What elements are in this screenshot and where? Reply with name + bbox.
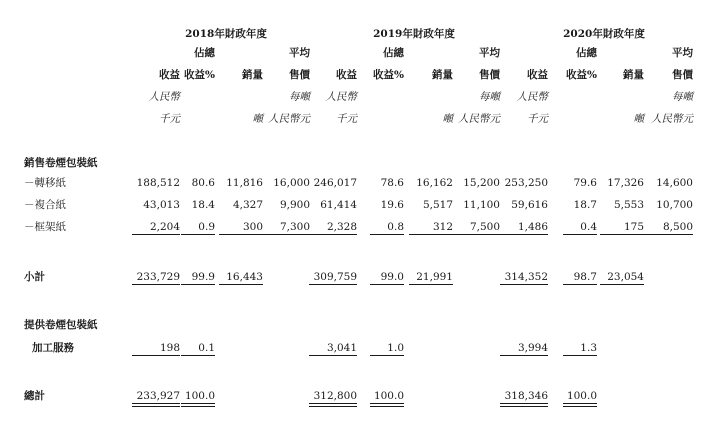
header-2019-volume-line3: 噸 [442,113,453,125]
cell-composite-paper-2020-price: 10,700 [656,199,693,211]
cell-subtotal-2020-revenue: 314,352 [504,271,548,283]
cell-subtotal-underline [181,284,215,285]
cell-service-underline [132,355,180,356]
header-2019-price-line3: 人民幣元 [458,113,500,125]
header-2018-price-line3: 人民幣元 [268,113,310,125]
cell-transfer-paper-2018-volume: 11,816 [226,177,263,189]
header-2018-revenue-line1: 收益 [159,69,180,81]
header-2020-share-line0: 佔總 [576,47,597,59]
cell-subtotal-2019-share: 99.0 [380,271,404,283]
cell-frame-paper-2020-share: 0.4 [580,221,597,233]
row-label-composite-paper: －複合紙 [24,199,66,211]
cell-frame-paper-underline [563,234,597,235]
cell-subtotal-underline [132,284,180,285]
header-2018-price-line1: 售價 [289,69,310,81]
header-2019-volume-line1: 銷量 [432,69,453,81]
cell-transfer-paper-2018-share: 80.6 [191,177,215,189]
header-2020-revenue-line1: 收益 [527,69,548,81]
cell-frame-paper-underline [181,234,215,235]
cell-transfer-paper-2019-price: 15,200 [463,177,500,189]
cell-transfer-paper-2020-price: 14,600 [656,177,693,189]
cell-subtotal-underline [309,284,357,285]
cell-frame-paper-underline [370,234,404,235]
cell-frame-paper-underline [409,234,453,235]
header-2020-share-line1: 收益% [566,69,597,81]
cell-composite-paper-2018-revenue: 43,013 [143,199,180,211]
cell-total-underline [563,403,597,407]
cell-transfer-paper-2020-share: 79.6 [573,177,597,189]
cell-frame-paper-underline [219,234,263,235]
cell-total-2019-share: 100.0 [373,390,404,402]
header-2018-price-line2: 每噸 [289,91,310,103]
cell-total-2018-share: 100.0 [184,390,215,402]
cell-service-2020-revenue: 3,994 [517,342,548,354]
cell-transfer-paper-2018-revenue: 188,512 [136,177,180,189]
header-2019-price-line1: 售價 [479,69,500,81]
cell-subtotal-2018-share: 99.9 [191,271,215,283]
year-header-2018: 2018年財政年度 [185,28,267,40]
cell-transfer-paper-2019-share: 78.6 [380,177,404,189]
cell-subtotal-2018-volume: 16,443 [226,271,263,283]
cell-frame-paper-2018-revenue: 2,204 [149,221,180,233]
cell-frame-paper-2019-share: 0.8 [387,221,404,233]
header-2020-price-line0: 平均 [672,47,693,59]
header-2018-revenue-line3: 千元 [159,113,180,125]
cell-subtotal-underline [409,284,453,285]
cell-subtotal-2019-revenue: 309,759 [313,271,357,283]
service-row-label: 加工服務 [32,342,74,354]
header-2018-revenue-line2: 人民幣 [148,91,180,103]
cell-frame-paper-underline [500,234,548,235]
cell-subtotal-2019-volume: 21,991 [416,271,453,283]
cell-composite-paper-2019-price: 11,100 [463,199,500,211]
cell-frame-paper-2020-revenue: 1,486 [517,221,548,233]
sales-section-title: 銷售卷煙包裝紙 [24,157,98,169]
cell-subtotal-underline [500,284,548,285]
cell-subtotal-2018-revenue: 233,729 [136,271,180,283]
cell-subtotal-underline [219,284,263,285]
cell-frame-paper-underline [260,234,310,235]
cell-composite-paper-2020-share: 18.7 [573,199,597,211]
header-2020-volume-line3: 噸 [633,113,644,125]
cell-subtotal-underline [370,284,404,285]
cell-service-2019-share: 1.0 [387,342,404,354]
cell-frame-paper-2018-share: 0.9 [198,221,215,233]
cell-composite-paper-2020-revenue: 59,616 [511,199,548,211]
cell-service-underline [309,355,357,356]
row-label-transfer-paper: －轉移紙 [24,177,66,189]
cell-total-underline [132,403,180,407]
cell-frame-paper-2019-volume: 312 [432,221,453,233]
cell-frame-paper-2019-price: 7,500 [469,221,500,233]
cell-frame-paper-2018-volume: 300 [242,221,263,233]
cell-service-2018-share: 0.1 [198,342,215,354]
header-2018-share-line1: 收益% [184,69,215,81]
cell-subtotal-underline [563,284,597,285]
header-2018-price-line0: 平均 [289,47,310,59]
cell-composite-paper-2018-price: 9,900 [279,199,310,211]
service-section-title: 提供卷煙包裝紙 [24,319,98,331]
cell-service-2019-revenue: 3,041 [326,342,357,354]
header-2018-share-line0: 佔總 [194,47,215,59]
cell-frame-paper-underline [600,234,644,235]
cell-composite-paper-2018-volume: 4,327 [232,199,263,211]
cell-service-underline [500,355,548,356]
cell-frame-paper-underline [132,234,180,235]
header-2019-revenue-line2: 人民幣 [325,91,357,103]
cell-total-2020-share: 100.0 [566,390,597,402]
cell-transfer-paper-2020-revenue: 253,250 [504,177,548,189]
cell-frame-paper-underline [450,234,500,235]
header-2020-revenue-line2: 人民幣 [516,91,548,103]
cell-transfer-paper-2018-price: 16,000 [273,177,310,189]
header-2019-revenue-line3: 千元 [336,113,357,125]
cell-composite-paper-2019-share: 19.6 [380,199,404,211]
subtotal-label: 小計 [24,271,45,283]
header-2018-volume-line3: 噸 [252,113,263,125]
cell-frame-paper-2018-price: 7,300 [279,221,310,233]
header-2020-revenue-line3: 千元 [527,113,548,125]
cell-subtotal-2020-share: 98.7 [573,271,597,283]
cell-transfer-paper-2019-revenue: 246,017 [313,177,357,189]
cell-frame-paper-underline [639,234,693,235]
row-label-frame-paper: －框架紙 [24,221,66,233]
cell-total-underline [181,403,215,407]
header-2018-volume-line1: 銷量 [242,69,263,81]
cell-total-underline [500,403,548,407]
cell-composite-paper-2020-volume: 5,553 [613,199,644,211]
header-2019-price-line0: 平均 [479,47,500,59]
header-2019-share-line1: 收益% [373,69,404,81]
cell-subtotal-underline [600,284,644,285]
cell-subtotal-2020-volume: 23,054 [607,271,644,283]
cell-service-underline [370,355,404,356]
cell-service-2018-revenue: 198 [159,342,180,354]
year-header-2020: 2020年財政年度 [563,28,645,40]
header-2019-price-line2: 每噸 [479,91,500,103]
cell-composite-paper-2019-volume: 5,517 [422,199,453,211]
cell-frame-paper-underline [309,234,357,235]
total-label: 總計 [24,390,45,402]
cell-frame-paper-2019-revenue: 2,328 [326,221,357,233]
cell-transfer-paper-2020-volume: 17,326 [607,177,644,189]
header-2020-volume-line1: 銷量 [623,69,644,81]
header-2019-share-line0: 佔總 [383,47,404,59]
cell-total-underline [370,403,404,407]
header-2019-revenue-line1: 收益 [336,69,357,81]
cell-total-2018-revenue: 233,927 [136,390,180,402]
cell-total-underline [309,403,357,407]
cell-service-2020-share: 1.3 [580,342,597,354]
cell-transfer-paper-2019-volume: 16,162 [416,177,453,189]
cell-total-2019-revenue: 312,800 [313,390,357,402]
cell-service-underline [181,355,215,356]
cell-composite-paper-2018-share: 18.4 [191,199,215,211]
cell-total-2020-revenue: 318,346 [504,390,548,402]
header-2020-price-line3: 人民幣元 [651,113,693,125]
cell-service-underline [563,355,597,356]
header-2020-price-line1: 售價 [672,69,693,81]
cell-frame-paper-2020-price: 8,500 [662,221,693,233]
cell-composite-paper-2019-revenue: 61,414 [320,199,357,211]
header-2020-price-line2: 每噸 [672,91,693,103]
year-header-2019: 2019年財政年度 [373,28,455,40]
cell-frame-paper-2020-volume: 175 [623,221,644,233]
